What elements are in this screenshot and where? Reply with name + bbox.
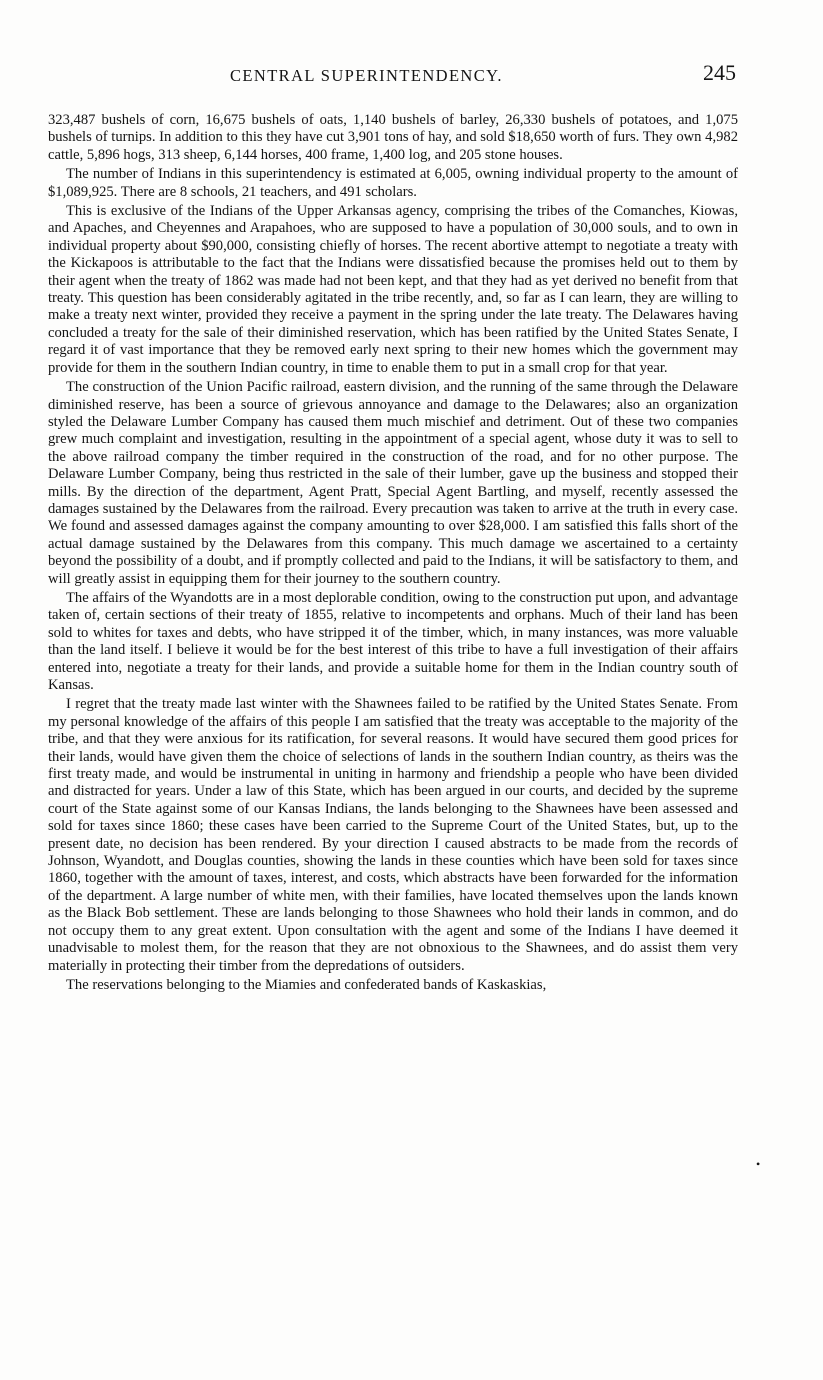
margin-mark: • bbox=[756, 1157, 761, 1171]
page-header bbox=[48, 60, 738, 90]
paragraph: The reservations belonging to the Miamies and confederated bands of Kaskaskias, bbox=[66, 976, 547, 993]
page-number: 245 bbox=[703, 60, 736, 85]
paragraph: The affairs of the Wyandotts are in a most deplorable condition, owing to the construction put upon, and advantage taken of, certain sections of their treaty of 1855, relative to incompetents and orphans. Much of their land has been sold to whites for taxes and debts, who have stripped it of the timber, which, in many instances, was more valuable than the land itself. I believe it would be for the best interest of this tribe to have a full investigation of their affairs entered into, negotiate a treaty for their lands, and provide a suitable home for them in the Indian country south of Kansas. bbox=[48, 589, 738, 693]
body-text bbox=[48, 112, 738, 996]
paragraph: 323,487 bushels of corn, 16,675 bushels of oats, 1,140 bushels of barley, 26,330 bushels of potatoes, and 1,075 bushels of turnips. In addition to this they have cut 3,901 tons of hay, and sold $18,650 worth of furs. They own 4,982 cattle, 5,896 hogs, 313 sheep, 6,144 horses, 400 frame, 1,400 log, and 205 stone houses. bbox=[48, 112, 738, 163]
paragraph: The construction of the Union Pacific railroad, eastern division, and the running of the same through the Delaware diminished reserve, has been a source of grievous annoyance and damage to the Delawares; also an organization styled the Delaware Lumber Company has caused them much mischief and detriment. Out of these two companies grew much complaint and investigation, resulting in the appointment of a special agent, whose duty it was to sell to the above railroad company the timber required in the construction of the road, and for no other purpose. The Delaware Lumber Company, being thus restricted in the sale of their lumber, gave up the business and stopped their mills. By the direction of the department, Agent Pratt, Special Agent Bartling, and myself, recently assessed the damages sustained by the Delawares from the railroad. Every precaution was taken to arrive at the truth in every case. We found and assessed damages against the company amounting to over $28,000. I am satisfied this falls short of the actual damage sustained by the Delawares from this company. This much damage we ascertained to a certainty beyond the possibility of a doubt, and if promptly collected and paid to the Indians, it will be satisfactory to them, and will greatly assist in equipping them for their journey to the southern country. bbox=[48, 379, 738, 587]
paragraph: The number of Indians in this superintendency is estimated at 6,005, owning individual property to the amount of $1,089,925. There are 8 schools, 21 teachers, and 491 scholars. bbox=[48, 166, 738, 200]
paragraph: This is exclusive of the Indians of the Upper Arkansas agency, comprising the tribes of the Comanches, Kiowas, and Apaches, and Cheyennes and Arapahoes, who are supposed to have a population of 30,000 souls, and to own in individual property about $90,000, consisting chiefly of horses. The recent abortive attempt to negotiate a treaty with the Kickapoos is attributable to the fact that the Indians were dissatisfied because the promises held out to them by their agent when the treaty of 1862 was made had not been kept, and that they had as yet derived no benefit from that treaty. This question has been considerably agitated in the tribe recently, and, so far as I can learn, they are willing to make a treaty next winter, provided they receive a payment in the spring under the late treaty. The Delawares having concluded a treaty for the sale of their diminished reservation, which has been ratified by the United States Senate, I regard it of vast importance that they be removed early next spring to their new homes which the government may provide for them in the southern Indian country, in time to enable them to put in a small crop for that year. bbox=[48, 203, 738, 376]
running-head: CENTRAL SUPERINTENDENCY. bbox=[230, 66, 503, 85]
paragraph: I regret that the treaty made last winter with the Shawnees failed to be ratified by the United States Senate. From my personal knowledge of the affairs of this people I am satisfied that the treaty was acceptable to the majority of the tribe, and that they were anxious for its ratification, for several reasons. It would have secured them good prices for their lands, would have given them the choice of selections of lands in the southern Indian country, as theirs was the first treaty made, and would be instrumental in uniting in harmony and friendship a people who have been divided and distracted for years. Under a law of this State, which has been argued in our courts, and decided by the supreme court of the State against some of our Kansas Indians, the lands belonging to the Shawnees have been assessed and sold for taxes since 1860; these cases have been carried to the Supreme Court of the United States, but, up to the present date, no decision has been rendered. By your direction I caused abstracts to be made from the records of Johnson, Wyandott, and Douglas counties, showing the lands in these counties which have been sold for taxes since 1860, together with the amount of taxes, interest, and costs, which abstracts have been forwarded for the information of the department. A large number of white men, with their families, have located themselves upon the lands known as the Black Bob settlement. These are lands belonging to those Shawnees who hold their lands in common, and do not occupy them to any great extent. Upon consultation with the agent and some of the Indians I have deemed it unadvisable to molest them, for the reason that they are not obnoxious to the Shawnees, and do assist them very materially in protecting their timber from the depredations of outsiders. bbox=[48, 696, 738, 974]
